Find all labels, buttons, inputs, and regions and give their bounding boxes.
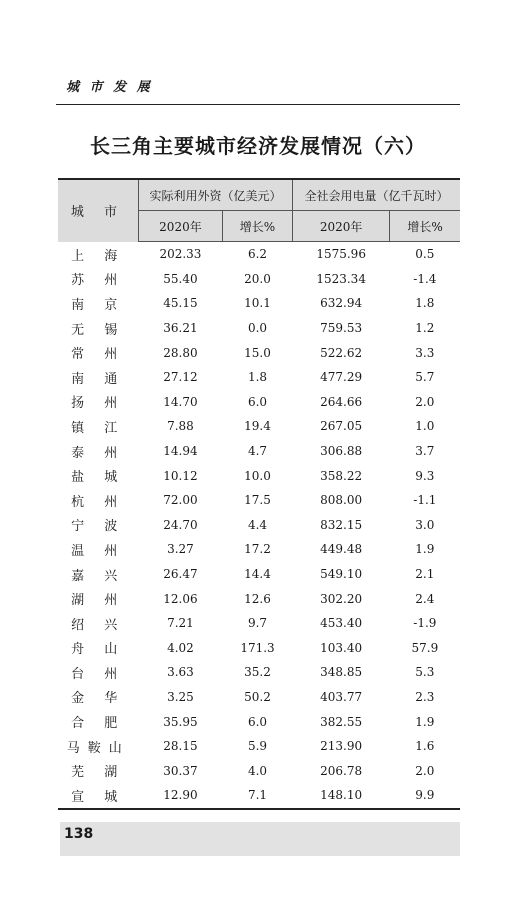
city-cell: 南 京 xyxy=(71,297,126,313)
electricity-value-cell: 213.90 xyxy=(320,739,363,754)
investment-growth-cell: 17.2 xyxy=(244,542,271,557)
electricity-growth-cell: 5.3 xyxy=(415,665,435,680)
subheader-growth: 增长% xyxy=(222,211,292,242)
investment-growth-cell: 9.7 xyxy=(247,616,268,631)
electricity-growth-cell: 2.0 xyxy=(415,394,435,409)
electricity-value-cell: 632.94 xyxy=(320,296,363,311)
electricity-growth-cell: 1.9 xyxy=(415,714,435,729)
electricity-value-cell: 522.62 xyxy=(320,345,363,360)
city-cell: 上 海 xyxy=(71,248,126,264)
electricity-value-cell: 358.22 xyxy=(320,468,363,483)
electricity-value-cell: 264.66 xyxy=(320,394,363,409)
electricity-value-cell: 348.85 xyxy=(320,665,363,680)
table-row xyxy=(58,537,460,562)
city-cell: 绍 兴 xyxy=(71,617,126,633)
table-row xyxy=(58,439,460,464)
city-cell: 无 锡 xyxy=(71,322,126,338)
city-cell: 南 通 xyxy=(71,371,126,387)
table-row xyxy=(58,758,460,783)
table-body xyxy=(58,242,460,809)
electricity-growth-cell: 9.9 xyxy=(390,783,460,809)
table-row xyxy=(58,316,460,341)
electricity-value-cell: 267.05 xyxy=(320,419,363,434)
electricity-growth-cell: 2.1 xyxy=(415,567,435,582)
electricity-growth-cell: 9.3 xyxy=(415,468,435,483)
electricity-value-cell: 453.40 xyxy=(320,616,363,631)
electricity-growth-cell: 0.5 xyxy=(415,247,435,262)
investment-value-cell: 27.12 xyxy=(163,370,198,385)
electricity-value-cell: 832.15 xyxy=(320,517,363,532)
table-row xyxy=(58,709,460,734)
investment-value-cell: 10.12 xyxy=(163,468,198,483)
data-table xyxy=(58,178,460,810)
section-header: 城 市 发 展 xyxy=(66,80,153,95)
investment-growth-cell: 19.4 xyxy=(244,419,271,434)
table-row xyxy=(58,414,460,439)
investment-value-cell: 35.95 xyxy=(163,714,198,729)
electricity-value-cell: 759.53 xyxy=(320,321,363,336)
investment-growth-cell: 171.3 xyxy=(240,640,275,655)
electricity-value-cell: 1523.34 xyxy=(316,271,366,286)
investment-value-cell: 36.21 xyxy=(163,321,198,336)
city-cell: 泰 州 xyxy=(71,445,126,461)
table-row xyxy=(58,242,460,267)
electricity-growth-cell: 1.9 xyxy=(415,542,435,557)
investment-growth-cell: 5.9 xyxy=(247,739,268,754)
table-row xyxy=(58,488,460,513)
investment-value-cell: 7.88 xyxy=(167,419,194,434)
investment-growth-cell: 6.2 xyxy=(247,247,268,262)
table-row xyxy=(58,783,460,809)
city-cell: 台 州 xyxy=(71,666,126,682)
electricity-value-cell: 302.20 xyxy=(320,591,363,606)
city-cell: 宣 城 xyxy=(58,783,139,809)
table-row xyxy=(58,291,460,316)
investment-value-cell: 28.80 xyxy=(163,345,198,360)
city-cell: 嘉 兴 xyxy=(71,568,126,584)
table-row xyxy=(58,365,460,390)
investment-growth-cell: 14.4 xyxy=(244,567,271,582)
table-header-row xyxy=(58,179,460,211)
city-cell: 舟 山 xyxy=(71,642,126,658)
investment-growth-cell: 6.0 xyxy=(247,714,268,729)
electricity-growth-cell: 2.4 xyxy=(415,591,435,606)
electricity-header: 全社会用电量（亿千瓦时） xyxy=(293,179,460,211)
investment-value-cell: 3.63 xyxy=(167,665,194,680)
electricity-value-cell: 206.78 xyxy=(320,763,363,778)
electricity-growth-cell: 3.3 xyxy=(415,345,435,360)
investment-value-cell: 3.27 xyxy=(167,542,194,557)
electricity-value-cell: 1575.96 xyxy=(316,247,366,262)
table-row xyxy=(58,463,460,488)
investment-growth-cell: 4.4 xyxy=(247,517,268,532)
investment-growth-cell: 0.0 xyxy=(247,321,268,336)
investment-growth-cell: 10.1 xyxy=(244,296,271,311)
city-cell: 温 州 xyxy=(71,543,126,559)
investment-growth-cell: 20.0 xyxy=(244,271,271,286)
electricity-value-cell: 403.77 xyxy=(320,689,363,704)
subheader-year: 2020年 xyxy=(139,211,223,242)
electricity-growth-cell: 57.9 xyxy=(411,640,439,655)
city-column-header: 城 市 xyxy=(58,179,139,242)
table-row xyxy=(58,685,460,710)
table-row xyxy=(58,390,460,415)
investment-value-cell: 4.02 xyxy=(167,640,194,655)
investment-growth-cell: 1.8 xyxy=(247,370,268,385)
investment-growth-cell: 50.2 xyxy=(244,689,271,704)
investment-growth-cell: 6.0 xyxy=(247,394,268,409)
table-row xyxy=(58,267,460,292)
investment-growth-cell: 17.5 xyxy=(244,493,271,508)
investment-value-cell: 14.70 xyxy=(163,394,198,409)
subheader-growth: 增长% xyxy=(390,211,460,242)
electricity-value-cell: 549.10 xyxy=(320,567,363,582)
investment-value-cell: 72.00 xyxy=(163,493,198,508)
investment-growth-cell: 4.7 xyxy=(247,444,268,459)
header-divider xyxy=(56,104,460,105)
investment-value-cell: 14.94 xyxy=(163,444,198,459)
city-cell: 合 肥 xyxy=(71,716,126,732)
electricity-value-cell: 449.48 xyxy=(320,542,363,557)
electricity-value-cell: 808.00 xyxy=(320,493,363,508)
investment-value-cell: 55.40 xyxy=(163,271,198,286)
city-cell: 金 华 xyxy=(71,691,126,707)
investment-value-cell: 45.15 xyxy=(163,296,198,311)
table-row xyxy=(58,660,460,685)
city-cell: 盐 城 xyxy=(71,470,126,486)
electricity-growth-cell: 3.0 xyxy=(415,517,435,532)
electricity-value-cell: 477.29 xyxy=(320,370,363,385)
city-cell: 芜 湖 xyxy=(71,765,126,781)
investment-value-cell: 3.25 xyxy=(167,689,194,704)
investment-value-cell: 26.47 xyxy=(163,567,198,582)
footer-bar xyxy=(60,822,460,856)
table-row xyxy=(58,340,460,365)
city-cell: 镇 江 xyxy=(71,420,126,436)
investment-value-cell: 7.21 xyxy=(167,616,194,631)
page-title: 长三角主要城市经济发展情况（六） xyxy=(90,134,426,158)
investment-growth-cell: 35.2 xyxy=(244,665,271,680)
investment-value-cell: 24.70 xyxy=(163,517,198,532)
electricity-growth-cell: -1.9 xyxy=(413,616,437,631)
table-row xyxy=(58,562,460,587)
foreign-investment-header: 实际利用外资（亿美元） xyxy=(139,179,293,211)
investment-value-cell: 12.90 xyxy=(139,783,223,809)
investment-value-cell: 202.33 xyxy=(159,247,202,262)
investment-growth-cell: 15.0 xyxy=(244,345,271,360)
investment-value-cell: 30.37 xyxy=(163,763,198,778)
investment-growth-cell: 7.1 xyxy=(222,783,292,809)
electricity-growth-cell: 1.0 xyxy=(415,419,435,434)
city-cell: 杭 州 xyxy=(71,494,126,510)
electricity-growth-cell: 1.2 xyxy=(415,321,435,336)
table-row xyxy=(58,586,460,611)
investment-growth-cell: 12.6 xyxy=(244,591,271,606)
electricity-value-cell: 103.40 xyxy=(320,640,363,655)
investment-growth-cell: 4.0 xyxy=(247,763,268,778)
electricity-growth-cell: -1.4 xyxy=(413,271,437,286)
electricity-growth-cell: 5.7 xyxy=(415,370,435,385)
table-row xyxy=(58,611,460,636)
electricity-growth-cell: 2.3 xyxy=(415,689,435,704)
electricity-value-cell: 382.55 xyxy=(320,714,363,729)
electricity-value-cell: 306.88 xyxy=(320,444,363,459)
investment-value-cell: 12.06 xyxy=(163,591,198,606)
table-row xyxy=(58,513,460,538)
electricity-growth-cell: 3.7 xyxy=(415,444,435,459)
investment-value-cell: 28.15 xyxy=(163,739,198,754)
electricity-growth-cell: -1.1 xyxy=(413,493,437,508)
page-number: 138 xyxy=(64,826,94,842)
table-row xyxy=(58,636,460,661)
city-cell: 湖 州 xyxy=(71,593,126,609)
investment-growth-cell: 10.0 xyxy=(244,468,271,483)
subheader-year: 2020年 xyxy=(293,211,390,242)
electricity-growth-cell: 1.6 xyxy=(415,739,435,754)
city-cell: 苏 州 xyxy=(71,273,126,289)
city-cell: 马鞍山 xyxy=(66,740,130,756)
city-cell: 宁 波 xyxy=(71,519,126,535)
electricity-growth-cell: 1.8 xyxy=(415,296,435,311)
city-cell: 扬 州 xyxy=(71,396,126,412)
city-cell: 常 州 xyxy=(71,347,126,363)
electricity-value-cell: 148.10 xyxy=(293,783,390,809)
electricity-growth-cell: 2.0 xyxy=(415,763,435,778)
table-row xyxy=(58,734,460,759)
